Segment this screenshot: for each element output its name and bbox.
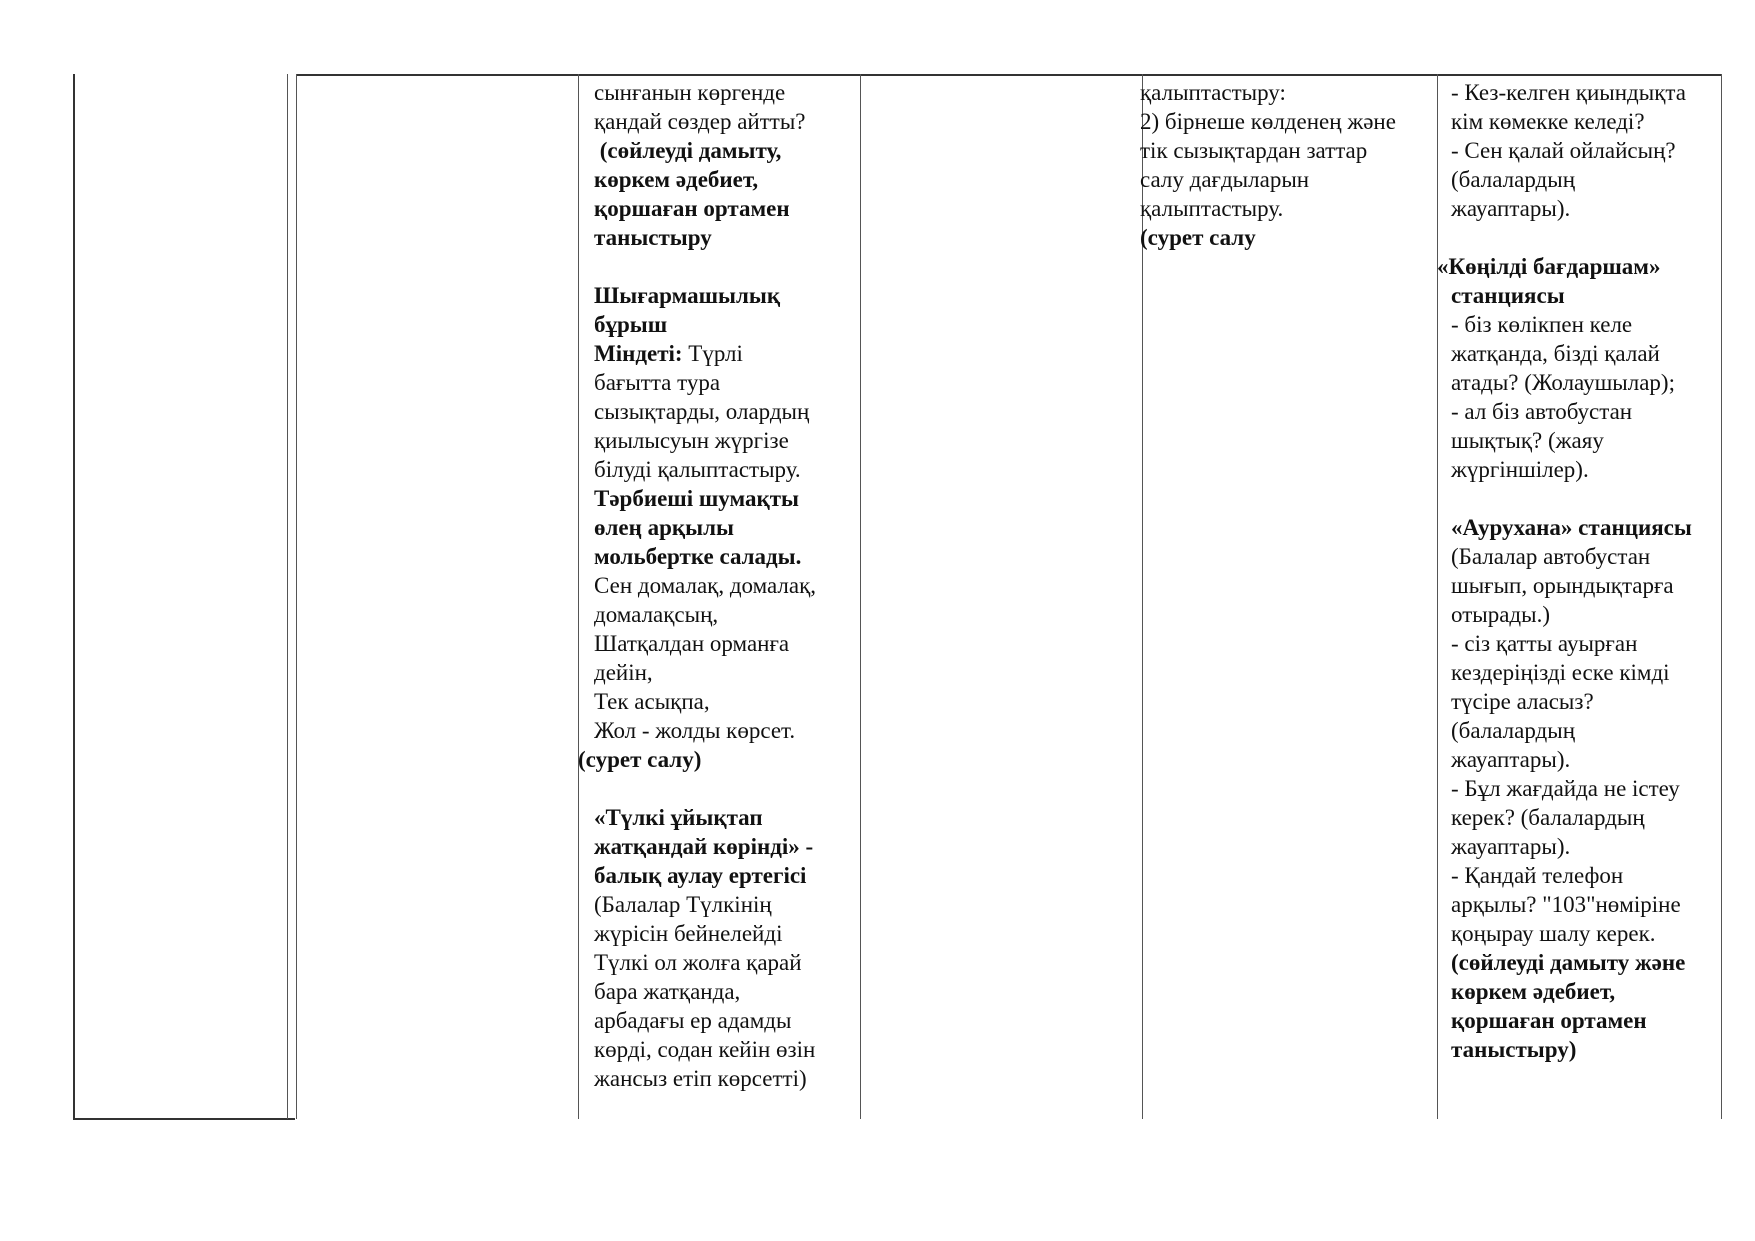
col6-line: жауаптары). [1451, 747, 1571, 772]
col3-line: жүрісін бейнелейді [594, 921, 783, 946]
col3-line: бара жатқанда, [594, 979, 741, 1004]
col3-line: бағытта тура [594, 370, 721, 395]
column-divider-4 [860, 74, 861, 1119]
col6-line: «Көңілді бағдаршам» [1437, 254, 1661, 279]
col3-line: Шығармашылық [594, 283, 781, 308]
col6-line: көркем әдебиет, [1451, 979, 1616, 1004]
col6-line: арқылы? "103"нөміріне [1451, 892, 1681, 917]
col3-line: бұрыш [594, 312, 668, 337]
col5-line: 2) бірнеше көлденең және [1140, 109, 1396, 134]
column-divider-0 [73, 74, 75, 1119]
table-top-border [296, 74, 1722, 76]
cell-col3-activities [578, 78, 854, 1093]
col6-line: - Қандай телефон [1451, 863, 1624, 888]
col3-line: қиылысуын жүргізе [594, 428, 789, 453]
cell-col5-tasks [1140, 78, 1436, 252]
col3-line: сынғанын көргенде [594, 80, 786, 105]
col5-line: салу дағдыларын [1140, 167, 1310, 192]
col3-line: сызықтарды, олардың [594, 399, 810, 424]
col6-line: қоңырау шалу керек. [1451, 921, 1656, 946]
col6-line: кездеріңізді еске кімді [1451, 660, 1670, 685]
col3-line-segment: Міндеті: [594, 341, 683, 366]
col6-line: шығып, орындықтарға [1451, 573, 1674, 598]
col3-line: Сен домалақ, домалақ, [594, 573, 817, 598]
col6-line: жауаптары). [1451, 834, 1571, 859]
col6-line: - Бұл жағдайда не істеу [1451, 776, 1680, 801]
col3-line: Тәрбиеші шумақты [594, 486, 799, 511]
col6-line: отырады.) [1451, 602, 1550, 627]
col6-line: - сіз қатты ауырған [1451, 631, 1638, 656]
col3-line: жатқандай көрінді» - [594, 834, 814, 859]
column-divider-6 [1437, 74, 1438, 1119]
col3-line: «Түлкі ұйықтап [594, 805, 763, 830]
col6-line: керек? (балалардың [1451, 805, 1645, 830]
col3-line: көрді, содан кейін өзін [594, 1037, 816, 1062]
col6-line: кім көмекке келеді? [1451, 109, 1645, 134]
col3-line: өлең арқылы [594, 515, 734, 540]
column-divider-3 [578, 74, 579, 1119]
col6-line: түсіре аласыз? [1451, 689, 1594, 714]
col6-line: - Кез-келген қиындықта [1451, 80, 1686, 105]
col3-line [594, 774, 854, 803]
col6-line: - ал біз автобустан [1451, 399, 1633, 424]
col3-line [594, 339, 854, 368]
col3-line-segment: Түрлі [682, 341, 743, 366]
col6-line: жүргіншілер). [1451, 457, 1589, 482]
cell-col6-stations [1437, 78, 1751, 1064]
col6-line: атады? (Жолаушылар); [1451, 370, 1675, 395]
col3-line: Түлкі ол жолға қарай [594, 950, 802, 975]
col3-line: қандай сөздер айтты? [594, 109, 806, 134]
col3-line: (сурет салу) [578, 747, 702, 772]
col3-line: дейін, [594, 660, 653, 685]
col6-line: жатқанда, бізді қалай [1451, 341, 1660, 366]
col5-line: тік сызықтардан заттар [1140, 138, 1368, 163]
col3-line: жансыз етіп көрсетті) [594, 1066, 807, 1091]
col6-line: (балалардың [1451, 167, 1576, 192]
table-bottom-border [73, 1118, 295, 1120]
col6-line: станциясы [1451, 283, 1565, 308]
col6-line: «Аурухана» станциясы [1451, 515, 1692, 540]
col3-line: балық аулау ертегісі [594, 863, 807, 888]
col3-line: білуді қалыптастыру. [594, 457, 801, 482]
col6-line [1451, 223, 1751, 252]
col3-line: көркем әдебиет, [594, 167, 759, 192]
col3-line: мольбертке салады. [594, 544, 802, 569]
col3-line: қоршаған ортамен [594, 196, 790, 221]
col3-line [594, 252, 854, 281]
col6-line: таныстыру) [1451, 1037, 1577, 1062]
col5-line: қалыптастыру: [1140, 80, 1286, 105]
col3-line: (сөйлеуді дамыту, [594, 138, 782, 163]
col6-line: - Сен қалай ойлайсың? [1451, 138, 1676, 163]
col6-line: қоршаған ортамен [1451, 1008, 1647, 1033]
col6-line: (Балалар автобустан [1451, 544, 1651, 569]
col6-line: жауаптары). [1451, 196, 1571, 221]
col5-line: қалыптастыру. [1140, 196, 1284, 221]
col3-line: домалақсың, [594, 602, 719, 627]
col3-line: (Балалар Түлкінің [594, 892, 772, 917]
col6-line: шықтық? (жаяу [1451, 428, 1604, 453]
col6-line: (сөйлеуді дамыту және [1451, 950, 1686, 975]
col6-line: - біз көлікпен келе [1451, 312, 1633, 337]
column-divider-2 [296, 74, 297, 1119]
col3-line: таныстыру [594, 225, 712, 250]
column-divider-1 [287, 74, 288, 1119]
col3-line: Жол - жолды көрсет. [594, 718, 796, 743]
col3-line: арбадағы ер адамды [594, 1008, 792, 1033]
col5-line: (сурет салу [1140, 225, 1256, 250]
col3-line: Шатқалдан орманға [594, 631, 790, 656]
col6-line: (балалардың [1451, 718, 1576, 743]
col6-line [1451, 484, 1751, 513]
col3-line: Тек асықпа, [594, 689, 710, 714]
